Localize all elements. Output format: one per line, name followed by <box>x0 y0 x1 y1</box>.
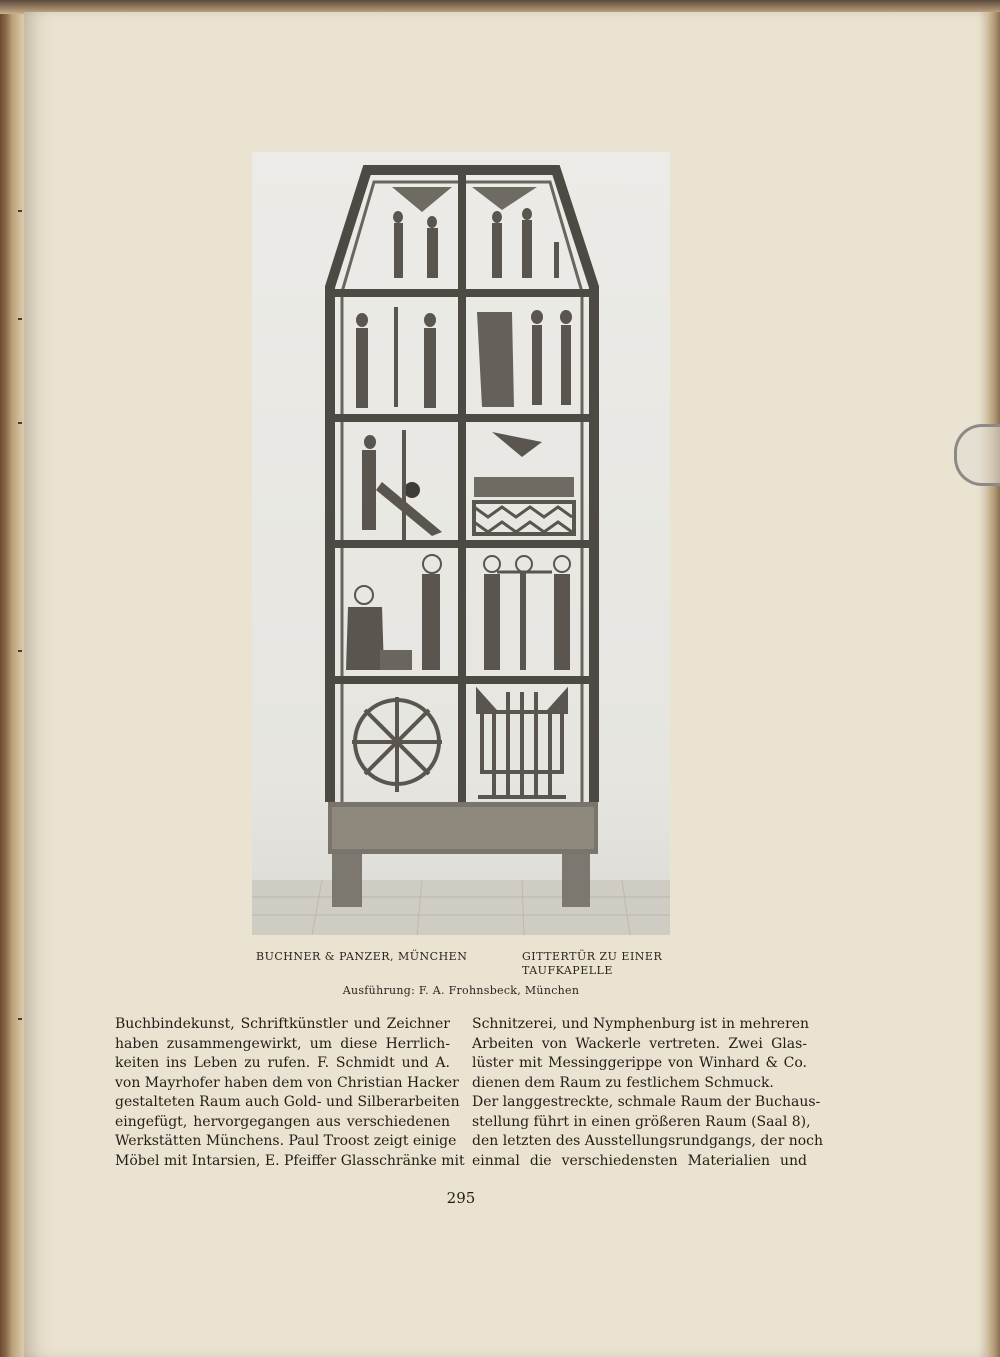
page-right-edge <box>986 12 1000 1357</box>
text-line: Der langgestreckte, schmale Raum der Buchaus- <box>472 1094 821 1110</box>
text-line: lüster mit Messinggerippe von Winhard & Co. <box>472 1055 807 1071</box>
caption-title <box>522 950 692 978</box>
text-line: den letzten des Ausstellungsrundgangs, der noch <box>472 1133 824 1149</box>
edge-mark <box>18 650 22 652</box>
floor <box>252 880 670 935</box>
text-line: Schnitzerei, und Nymphenburg ist in mehreren <box>472 1016 810 1032</box>
text-line: gestalteten Raum auch Gold- und Silberarbeiten <box>115 1094 460 1110</box>
body-column-right <box>472 1015 824 1171</box>
gate-foot-right <box>562 852 590 907</box>
gate-photograph <box>252 152 670 935</box>
text-line: dienen dem Raum zu festlichem Schmuck. <box>472 1074 774 1091</box>
arch-panel-figures <box>392 187 559 278</box>
text-line: Arbeiten von Wackerle vertreten. Zwei Glas- <box>472 1035 807 1052</box>
edge-mark <box>18 1018 22 1020</box>
text-line: Möbel mit Intarsien, E. Pfeiffer Glasschränke mit <box>115 1152 465 1169</box>
caption-maker: BUCHNER & PANZER, MÜNCHEN <box>256 950 468 963</box>
edge-mark <box>18 210 22 212</box>
text-line: Werkstätten Münchens. Paul Troost zeigt einige <box>115 1133 457 1149</box>
page-number: 295 <box>446 1189 476 1207</box>
text-line: haben zusammengewirkt, um diese Herrlich- <box>115 1035 450 1052</box>
caption-title-line2: TAUFKAPELLE <box>522 964 613 977</box>
paper-clip <box>954 424 1000 486</box>
caption-title-line1: GITTERTÜR ZU EINER <box>522 950 663 963</box>
text-line: von Mayrhofer haben dem von Christian Hacker <box>115 1074 459 1091</box>
body-column-left <box>115 1015 465 1171</box>
gate-foot-left <box>332 852 362 907</box>
text-line: stellung führt in einen größeren Raum (Saal 8), <box>472 1113 811 1130</box>
row3-figures <box>362 430 574 540</box>
edge-mark <box>18 318 22 320</box>
caption-credit: Ausführung: F. A. Frohnsbeck, München <box>342 984 580 997</box>
text-line: Buchbindekunst, Schriftkünstler und Zeichner <box>115 1016 450 1032</box>
gate-center-bar <box>458 170 466 802</box>
text-line: eingefügt, hervorgegangen aus verschiedenen <box>115 1113 450 1130</box>
text-line: einmal die verschiedensten Materialien und <box>472 1152 807 1169</box>
text-line: keiten ins Leben zu rufen. F. Schmidt und A. <box>115 1055 450 1071</box>
edge-mark <box>18 422 22 424</box>
